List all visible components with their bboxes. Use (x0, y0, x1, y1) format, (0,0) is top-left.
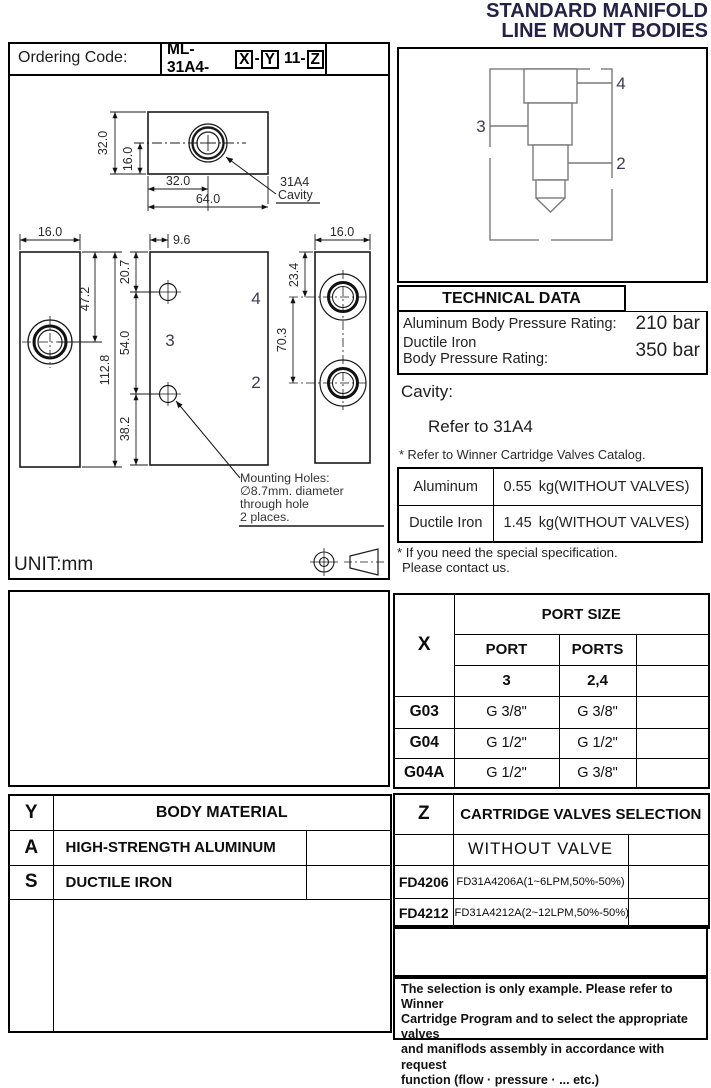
mounting-note-line2: ∅8.7mm. diameter (240, 484, 344, 498)
cavity-section-value: Refer to 31A4 (428, 417, 533, 436)
port-header-cell: PORT (454, 634, 559, 665)
title-line-1: STANDARD MANIFOLD (486, 0, 708, 22)
port-size-title-row (394, 594, 709, 634)
material-name-aluminum: HIGH-STRENGTH ALUMINUM (53, 830, 306, 865)
port-row-code-g03: G03 (394, 696, 454, 728)
valve-code-fd4212: FD4212 (394, 898, 453, 928)
cavity-callout-line2: Cavity (278, 188, 313, 202)
technical-drawing (10, 78, 388, 576)
dim-front-bottom: 38.2 (118, 416, 132, 442)
empty-box (393, 925, 708, 977)
empty-cell (628, 865, 709, 898)
port-row-g04a-ports24: G 3/8" (559, 758, 636, 788)
table-row (394, 865, 709, 898)
spec-note-line1: * If you need the special specification. (397, 545, 618, 560)
aluminum-pressure-value: 210 bar (635, 313, 700, 334)
cavity-schematic (399, 49, 706, 281)
code-x-box: X (235, 50, 253, 69)
front-view (130, 234, 268, 478)
table-row (9, 865, 391, 899)
dim-top-height: 32.0 (96, 130, 110, 156)
schematic-port-4-label: 4 (616, 74, 626, 93)
ductile-pressure-label (403, 335, 548, 367)
port-row-g03-ports24: G 3/8" (559, 696, 636, 728)
without-valve-cell: WITHOUT VALVE (453, 834, 628, 865)
port-row-g03-port3: G 3/8" (454, 696, 559, 728)
empty-cell (636, 758, 709, 788)
aluminum-pressure-label: Aluminum Body Pressure Rating: (403, 315, 617, 332)
dim-left-center: 47.2 (78, 286, 92, 312)
projection-symbol-target (310, 548, 338, 576)
code-z-box: Z (307, 50, 324, 69)
material-name-ductile-iron: DUCTILE IRON (53, 865, 306, 899)
port-row-g04a-port3: G 1/2" (454, 758, 559, 788)
port-row-g04-ports24: G 1/2" (559, 728, 636, 758)
table-row (9, 899, 391, 1032)
cavity-section-note: * Refer to Winner Cartridge Valves Catalog. (399, 447, 646, 462)
empty-cell (306, 865, 391, 899)
dim-front-top: 20.7 (118, 259, 132, 285)
port-row-g04-port3: G 1/2" (454, 728, 559, 758)
port-sub-cell: 3 (454, 665, 559, 696)
technical-data-header: TECHNICAL DATA (397, 285, 626, 312)
dim-right-mid: 70.3 (275, 327, 289, 353)
cavity-tip (536, 198, 565, 212)
code-y-box: Y (261, 50, 279, 69)
empty-cell (628, 898, 709, 928)
port-row-code-g04: G04 (394, 728, 454, 758)
cartridge-header-row (394, 794, 709, 834)
left-side-view (20, 234, 122, 467)
empty-cell (636, 665, 709, 696)
table-row (394, 758, 709, 788)
mounting-note-line3: through hole (240, 497, 309, 511)
projection-symbol-cone (344, 549, 384, 575)
special-spec-note (397, 545, 618, 575)
x-header-cell: X (394, 594, 454, 696)
empty-cell (636, 696, 709, 728)
right-side-view (289, 234, 370, 463)
table-row (394, 728, 709, 758)
cartridge-title-cell: CARTRIDGE VALVES SELECTION (453, 794, 709, 834)
body-material-table (8, 794, 392, 1033)
pressure-rating-box (397, 311, 708, 375)
dim-right-top: 23.4 (287, 262, 301, 288)
y-header-cell: Y (9, 795, 53, 830)
cavity-section-label: Cavity: (401, 382, 453, 401)
empty-cell (394, 834, 453, 865)
cavity-step-2 (528, 103, 572, 145)
dim-right-width: 16.0 (329, 225, 355, 239)
ordering-code-row (10, 41, 388, 76)
selection-note-line3: and maniflods assembly in accordance with request (401, 1042, 665, 1072)
cavity-schematic-panel (397, 47, 708, 283)
page-title (486, 1, 708, 41)
z-header-cell: Z (394, 794, 453, 834)
selection-note-line1: The selection is only example. Please refer to Winner (401, 982, 673, 1012)
cavity-step-1 (524, 69, 577, 103)
valve-code-fd4206: FD4206 (394, 865, 453, 898)
table-row (394, 898, 709, 928)
cavity-step-4 (536, 180, 565, 198)
ductile-label-line1: Ductile Iron (403, 335, 477, 351)
schematic-port-3-label: 3 (476, 117, 486, 136)
mounting-note-line1: Mounting Holes: (240, 471, 330, 485)
table-row (9, 830, 391, 865)
port-row-code-g04a: G04A (394, 758, 454, 788)
ductile-label-line2: Body Pressure Rating: (403, 351, 549, 368)
empty-box (8, 590, 390, 787)
front-port-2-label: 2 (251, 373, 261, 392)
dim-top-half-width: 32.0 (165, 174, 191, 188)
weight-row-aluminum (398, 468, 702, 505)
cavity-callout-line1: 31A4 (280, 175, 310, 189)
selection-note-line4: function (flow · pressure · ... etc.) (401, 1072, 600, 1087)
ordering-code-label: Ordering Code: (10, 44, 162, 74)
unit-label: UNIT:mm (14, 554, 94, 575)
front-port-3-label: 3 (165, 331, 175, 350)
cavity-step-3 (533, 145, 568, 180)
spec-note-line2: Please contact us. (402, 560, 510, 576)
empty-cell (628, 834, 709, 865)
code-mid: 11- (283, 50, 306, 67)
dim-left-width: 16.0 (37, 225, 63, 239)
dim-top-width: 64.0 (195, 192, 221, 206)
ductile-pressure-row (403, 335, 702, 367)
mounting-note-line4: 2 places. (240, 510, 290, 524)
weight-value-aluminum: 0.55 kg(WITHOUT VALVES) (493, 468, 702, 505)
valve-desc-fd4212: FD31A4212A(2~12LPM,50%-50%) (453, 898, 628, 928)
material-code-s: S (9, 865, 53, 899)
front-port-4-label: 4 (251, 289, 261, 308)
selection-note-line2: Cartridge Program and to select the appropriate valves (401, 1012, 688, 1042)
body-material-header-row (9, 795, 391, 830)
aluminum-pressure-row (403, 313, 702, 335)
weight-row-ductile (398, 505, 702, 542)
drawing-panel (8, 42, 390, 580)
ordering-code-value (162, 41, 327, 76)
ports-sub-cell: 2,4 (559, 665, 636, 696)
weight-material-aluminum: Aluminum (398, 468, 493, 505)
empty-cell (53, 899, 391, 1032)
weight-value-ductile: 1.45 kg(WITHOUT VALVES) (493, 505, 702, 542)
ductile-pressure-value: 350 bar (635, 340, 700, 362)
weights-table (397, 467, 703, 543)
weight-material-ductile: Ductile Iron (398, 505, 493, 542)
dim-left-height: 112.8 (98, 354, 112, 386)
selection-note-box (393, 977, 708, 1087)
port-size-title-cell: PORT SIZE (454, 594, 709, 634)
title-line-2: LINE MOUNT BODIES (501, 20, 708, 42)
code-prefix: ML-31A4- (167, 41, 210, 76)
code-sep: - (254, 50, 260, 67)
table-row (394, 696, 709, 728)
empty-cell (306, 830, 391, 865)
ports-header-cell: PORTS (559, 634, 636, 665)
cartridge-valves-table (393, 793, 710, 929)
empty-cell (636, 634, 709, 665)
empty-cell (9, 899, 53, 1032)
valve-desc-fd4206: FD31A4206A(1~6LPM,50%-50%) (453, 865, 628, 898)
dim-front-mid: 54.0 (118, 330, 132, 356)
material-code-a: A (9, 830, 53, 865)
port-size-table (393, 593, 710, 789)
dim-top-center: 16.0 (121, 146, 135, 172)
empty-cell (636, 728, 709, 758)
body-material-title-cell: BODY MATERIAL (53, 795, 391, 830)
schematic-port-2-label: 2 (616, 154, 626, 173)
without-valve-row (394, 834, 709, 865)
dim-front-hole-x: 9.6 (173, 233, 191, 247)
